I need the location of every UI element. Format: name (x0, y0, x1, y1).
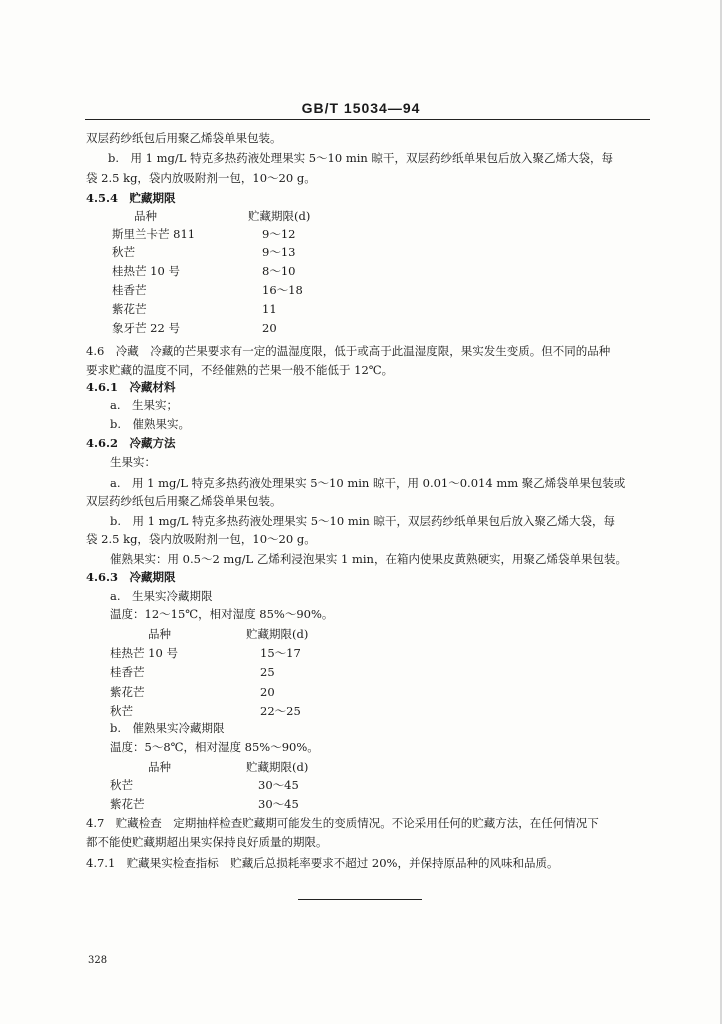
table3-header-period: 贮藏期限(d) (246, 760, 309, 774)
table1-row-period: 9～13 (262, 245, 296, 259)
table2-row-period: 20 (260, 685, 275, 699)
section-heading: 4.6.3 冷藏期限 (86, 570, 176, 584)
table1-header-period: 贮藏期限(d) (248, 209, 311, 223)
table1-row-period: 20 (262, 321, 277, 335)
body-line: b. 用 1 mg/L 特克多热药液处理果实 5～10 min 晾干，双层药纱纸单果包后放入聚乙烯大袋，每 (108, 151, 613, 165)
body-line: 袋 2.5 kg，袋内放吸附剂一包，10～20 g。 (86, 532, 316, 546)
standard-header: GB/T 15034—94 (301, 100, 421, 116)
table3-row-variety: 秋芒 (110, 778, 133, 792)
table1-row-variety: 秋芒 (112, 245, 135, 259)
table1-row-variety: 象牙芒 22 号 (112, 321, 180, 335)
footer-rule (298, 899, 422, 900)
table2-header-period: 贮藏期限(d) (246, 627, 309, 641)
table1-row-variety: 桂香芒 (112, 283, 147, 297)
table1-row-period: 16～18 (262, 283, 303, 297)
table1-row-period: 8～10 (262, 264, 296, 278)
list-item: b. 催熟果实冷藏期限 (110, 721, 225, 735)
body-line: a. 用 1 mg/L 特克多热药液处理果实 5～10 min 晾干，用 0.01～0.014 mm 聚乙烯袋单果包装或 (110, 476, 626, 490)
table1-header-variety: 品种 (134, 209, 157, 223)
table2-row-variety: 桂香芒 (110, 665, 145, 679)
section-heading: 4.6.2 冷藏方法 (86, 436, 176, 450)
table2-row-variety: 桂热芒 10 号 (110, 646, 178, 660)
body-line: 温度：5～8℃，相对湿度 85%～90%。 (110, 740, 319, 754)
body-line: 都不能使贮藏期超出果实保持良好质量的期限。 (86, 835, 328, 849)
table2-row-period: 15～17 (260, 646, 301, 660)
body-line: 温度：12～15℃，相对湿度 85%～90%。 (110, 607, 334, 621)
section-heading: 4.6.1 冷藏材料 (86, 380, 176, 394)
section-heading: 4.5.4 贮藏期限 (86, 191, 176, 205)
table3-row-variety: 紫花芒 (110, 797, 145, 811)
table3-row-period: 30～45 (258, 797, 299, 811)
body-line: 催熟果实：用 0.5～2 mg/L 乙烯利浸泡果实 1 min，在箱内使果皮黄熟硬实，用聚乙烯袋单果包装。 (110, 552, 627, 566)
body-line: 袋 2.5 kg，袋内放吸附剂一包，10～20 g。 (86, 171, 316, 185)
body-line: 双层药纱纸包后用聚乙烯袋单果包装。 (86, 131, 282, 145)
header-rule (85, 119, 650, 120)
table2-row-period: 25 (260, 665, 275, 679)
table1-row-variety: 桂热芒 10 号 (112, 264, 180, 278)
list-item: b. 催熟果实。 (110, 417, 191, 431)
body-line: 4.7.1 贮藏果实检查指标 贮藏后总损耗率要求不超过 20%，并保持原品种的风味和品质。 (86, 856, 559, 870)
table2-row-period: 22～25 (260, 704, 301, 718)
table3-row-period: 30～45 (258, 778, 299, 792)
table1-row-variety: 紫花芒 (112, 302, 147, 316)
table1-row-period: 9～12 (262, 227, 296, 241)
table1-row-period: 11 (262, 302, 277, 316)
table2-header-variety: 品种 (148, 627, 171, 641)
body-line: 生果实： (110, 455, 156, 469)
table1-row-variety: 斯里兰卡芒 811 (112, 227, 196, 241)
body-line: 4.7 贮藏检查 定期抽样检查贮藏期可能发生的变质情况。不论采用任何的贮藏方法，在任何情况下 (86, 816, 599, 830)
body-line: b. 用 1 mg/L 特克多热药液处理果实 5～10 min 晾干，双层药纱纸单果包后放入聚乙烯大袋，每 (110, 514, 615, 528)
body-line: 4.6 冷藏 冷藏的芒果要求有一定的温湿度限，低于或高于此温湿度限，果实发生变质。但不同的品种 (86, 344, 611, 358)
list-item: a. 生果实冷藏期限 (110, 589, 213, 603)
table2-row-variety: 秋芒 (110, 704, 133, 718)
body-line: 要求贮藏的温度不同，不经催熟的芒果一般不能低于 12℃。 (86, 363, 394, 377)
table2-row-variety: 紫花芒 (110, 685, 145, 699)
table3-header-variety: 品种 (148, 760, 171, 774)
body-line: 双层药纱纸包后用聚乙烯袋单果包装。 (86, 494, 282, 508)
list-item: a. 生果实； (110, 398, 179, 412)
page-number: 328 (88, 955, 108, 966)
